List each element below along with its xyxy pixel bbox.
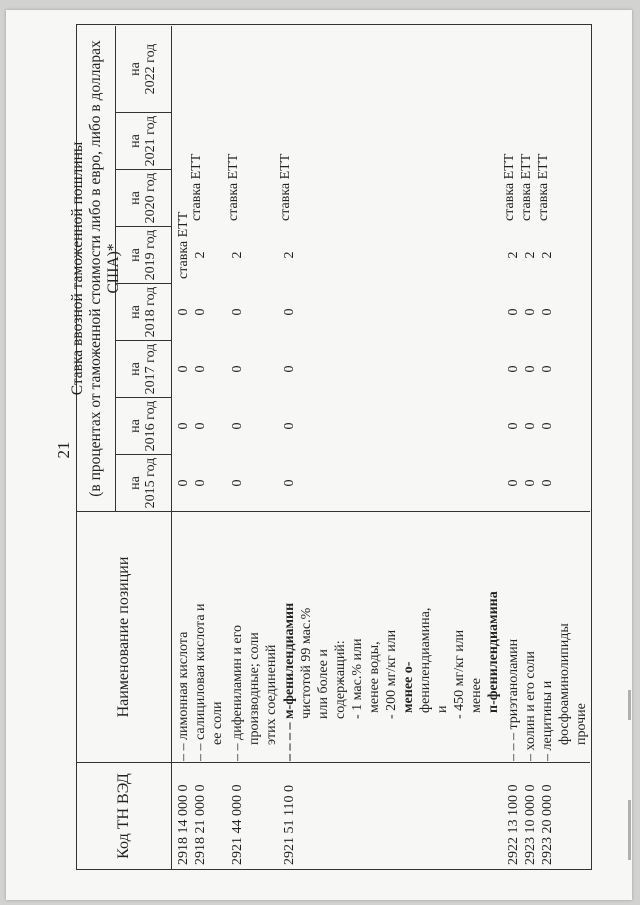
grid-line	[171, 26, 172, 869]
rotated-document-sheet	[40, 20, 600, 880]
row-code: 2923 10 000 0	[523, 784, 538, 865]
scan-edge-mark	[628, 800, 631, 860]
row-name: – – – триэтаноламин	[506, 638, 521, 761]
scan-edge-mark	[628, 690, 631, 720]
row-name: менее воды,	[367, 641, 382, 713]
row-name: – холин и его соли	[523, 651, 538, 761]
row-name: - 450 мг/кг или	[452, 629, 467, 719]
row-name: – – лимонная кислота	[176, 631, 191, 761]
row-name: – – салициловая кислота и	[193, 603, 208, 761]
rate-2016: 0	[523, 422, 538, 430]
rate-2019: 2	[282, 251, 297, 259]
rate-2016: 0	[506, 422, 521, 430]
rate-2020: ставка ЕТТ	[502, 153, 517, 221]
row-code: 2922 13 100 0	[506, 784, 521, 865]
page-number: 21	[54, 441, 73, 459]
rate-2018: 0	[230, 308, 245, 316]
header-rate-title: Ставка ввозной таможенной пошлины	[69, 141, 87, 396]
rate-2020: ставка ЕТТ	[519, 153, 534, 221]
header-year-2022: на 2022 год	[127, 43, 158, 95]
header-year-2016: на 2016 год	[127, 400, 158, 452]
row-name: чистотой 99 мас.%	[299, 607, 314, 719]
rate-2019: 2	[506, 251, 521, 259]
rate-2019: 2	[540, 251, 555, 259]
header-year-2017: на 2017 год	[127, 343, 158, 395]
row-name: содержащий:	[333, 640, 348, 719]
row-code: 2921 44 000 0	[230, 784, 245, 865]
tariff-table	[69, 24, 592, 870]
row-name: и	[435, 705, 450, 713]
row-name: прочие	[574, 703, 589, 745]
rate-2018: 0	[282, 308, 297, 316]
rate-2020: ставка ЕТТ	[278, 153, 293, 221]
row-name: фосфоаминолипиды	[557, 623, 572, 745]
header-rate	[69, 26, 122, 511]
row-name: производные; соли	[247, 632, 262, 745]
rate-2017: 0	[523, 365, 538, 373]
rate-2015: 0	[506, 479, 521, 487]
rate-2016: 0	[540, 422, 555, 430]
rate-2015: 0	[193, 479, 208, 487]
rate-2018: 0	[176, 308, 191, 316]
rate-2017: 0	[176, 365, 191, 373]
row-name: - 1 мас.% или	[350, 638, 365, 719]
row-name: – – – – м-фенилендиамин	[282, 602, 297, 761]
rate-2016: 0	[176, 422, 191, 430]
rate-2016: 0	[230, 422, 245, 430]
header-year-2015: на 2015 год	[127, 457, 158, 509]
row-name: этих соединений	[264, 644, 279, 745]
row-name: менее	[469, 678, 484, 713]
rate-2017: 0	[540, 365, 555, 373]
rate-2017: 0	[282, 365, 297, 373]
rate-2015: 0	[540, 479, 555, 487]
rate-2016: 0	[282, 422, 297, 430]
rate-2017: 0	[506, 365, 521, 373]
header-year-2018: на 2018 год	[127, 286, 158, 338]
rate-2015: 0	[230, 479, 245, 487]
row-name: п-фенилендиамина	[486, 591, 501, 713]
row-name: или более и	[316, 649, 331, 719]
rate-2020: ставка ЕТТ	[536, 153, 551, 221]
row-name: менее о-	[401, 661, 416, 713]
row-name: – лецитины и	[540, 680, 555, 761]
rate-2020: ставка ЕТТ	[189, 153, 204, 221]
rate-2018: 0	[506, 308, 521, 316]
header-code: Код ТН ВЭД	[114, 773, 132, 859]
row-code: 2921 51 110 0	[282, 785, 297, 865]
rate-note: ставка ЕТТ	[176, 211, 191, 279]
rate-2015: 0	[523, 479, 538, 487]
rate-2020: ставка ЕТТ	[226, 153, 241, 221]
row-code: 2918 14 000 0	[176, 784, 191, 865]
rate-2015: 0	[176, 479, 191, 487]
row-code: 2918 21 000 0	[193, 784, 208, 865]
row-name: ее соли	[210, 701, 225, 745]
header-year-2019: на 2019 год	[127, 229, 158, 281]
rate-2018: 0	[540, 308, 555, 316]
header-rate-subtitle: (в процентах от таможенной стоимости либо в евро, либо в долларах США)*	[87, 40, 122, 497]
row-code: 2923 20 000 0	[540, 784, 555, 865]
rate-2019: 2	[193, 251, 208, 259]
rate-2018: 0	[193, 308, 208, 316]
rate-2019: 2	[230, 251, 245, 259]
rate-2017: 0	[230, 365, 245, 373]
row-name: - 200 мг/кг или	[384, 629, 399, 719]
row-name: фенилендиамина,	[418, 607, 433, 713]
header-year-2021: на 2021 год	[127, 115, 158, 167]
rate-2017: 0	[193, 365, 208, 373]
rate-2018: 0	[523, 308, 538, 316]
rate-2015: 0	[282, 479, 297, 487]
header-year-2020: на 2020 год	[127, 172, 158, 224]
header-name: Наименование позиции	[114, 556, 132, 718]
rate-2016: 0	[193, 422, 208, 430]
row-name: – – дифениламин и его	[230, 624, 245, 761]
rate-2019: 2	[523, 251, 538, 259]
